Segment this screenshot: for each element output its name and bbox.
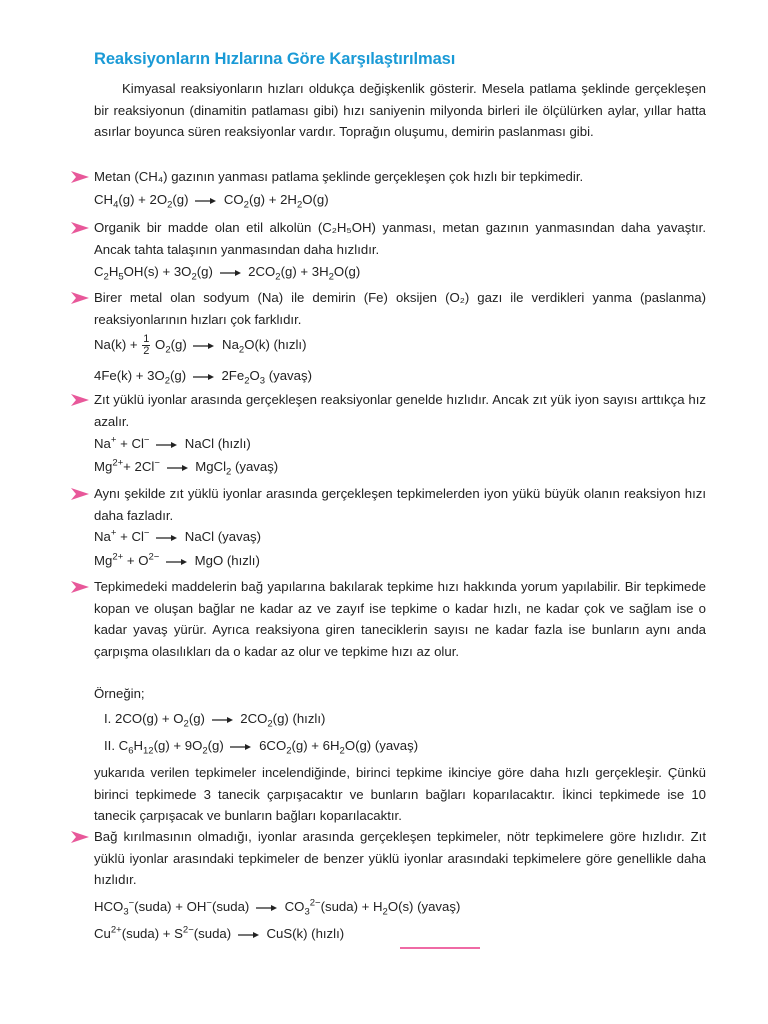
fraction-one-half: $\frac{1}{2}$ — [143, 333, 150, 357]
bullet-methane-text: Metan (CH₄) gazının yanması patlama şeklinde gerçekleşen çok hızlı bir tepkimedir. — [94, 169, 584, 184]
equation-example-2: II. $C_6H_{12}(g) + 9O_2(g) 6CO_2(g) + 6H_2O(g)$ (yavaş) — [104, 738, 419, 757]
equation-bicarbonate: $HCO_3^-(suda)$ + OH−(suda) $CO_3^{2-}(suda) + H_2O(s)$ (yavaş) — [94, 897, 461, 918]
intro-paragraph: Kimyasal reaksiyonların hızları oldukça değişkenlik gösterir. Mesela patlama şeklinde gerçekleşen bir reaksiyonun (dinamitin patlaması gibi) hızı saniyenin milyonda birleri ile ölçülürken aylar, yıllar hatta asırlar boyunca süren reaksiyonlar vardır. Toprağın oluşumu, demirin paslanması gibi. — [94, 81, 706, 139]
equation-mgcl2: $Mg^{2+}+ 2Cl^-$ MgCl$_2$ (yavaş) — [94, 457, 279, 478]
arrowhead-bullet-icon — [70, 393, 90, 407]
reaction-arrow-icon — [195, 197, 217, 205]
decorative-divider — [400, 947, 480, 949]
equation-methane: $CH_4(g) + 2O_2(g) CO_2(g) + 2H_2O(g)$ — [94, 192, 329, 211]
examples-explanation: yukarıda verilen tepkimeler incelendiğinde, birinci tepkime ikinciye göre daha hızlı gerçekleşir. Çünkü birinci tepkimede 3 tanecik çarpışacaktır ve bunların bağları koparılacaktır. İkinci tepkimede ise 10 tanecik çarpışacak ve bunların bağları koparılacaktır. — [94, 765, 706, 823]
arrowhead-bullet-icon — [70, 830, 90, 844]
reaction-arrow-icon — [256, 904, 278, 912]
page-title: Reaksiyonların Hızlarına Göre Karşılaştırılması — [94, 50, 456, 68]
reaction-arrow-icon — [166, 558, 188, 566]
reaction-arrow-icon — [193, 342, 215, 350]
bullet-ion-charge-text: Zıt yüklü iyonlar arasında gerçekleşen reaksiyonlar genelde hızlıdır. Ancak zıt yük iyon sayısı arttıkça hız azalır. — [94, 392, 706, 429]
equation-nacl-fast: Na+ + Cl− NaCl (hızlı) — [94, 434, 251, 451]
arrowhead-bullet-icon — [70, 580, 90, 594]
bullet-ionic-reactions-text: Bağ kırılmasının olmadığı, iyonlar arasında gerçekleşen tepkimeler, nötr tepkimelere göre hızlıdır. Zıt yüklü iyonlar arasındaki tepkimeler de benzer yüklü iyonlar arasındaki tepkimelere göre genellikle daha hızlıdır. — [94, 829, 706, 887]
equation-nacl-slow: Na+ + Cl− NaCl (yavaş) — [94, 527, 262, 544]
reaction-arrow-icon — [230, 743, 252, 751]
equation-iron: $4Fe(k) + 3O_2(g)$ $2Fe_2O_3$ (yavaş) — [94, 368, 312, 387]
bullet-sodium-iron-text: Birer metal olan sodyum (Na) ile demirin (Fe) oksijen (O₂) gazı ile verdikleri yanma (paslanma) reaksiyonlarının hızları çok farklıdır. — [94, 290, 706, 327]
reaction-arrow-icon — [156, 534, 178, 542]
example-label: Örneğin; — [94, 686, 145, 701]
arrowhead-bullet-icon — [70, 221, 90, 235]
bullet-bond-structure-text: Tepkimedeki maddelerin bağ yapılarına bakılarak tepkime hızı hakkında yorum yapılabilir. Bir tepkimede kopan ve oluşan bağlar ne kadar az ve zayıf ise tepkime o kadar hızlı, ne kadar çok ve sağlam ise o kadar yavaş yürür. Ayrıca reaksiyona giren taneciklerin sayısı ne kadar fazla ise bunların aynı anda çarpışma olasılıkları da o kadar az olur ve tepkime hızı az olur. — [94, 579, 706, 659]
arrowhead-bullet-icon — [70, 170, 90, 184]
reaction-arrow-icon — [167, 464, 189, 472]
reaction-arrow-icon — [156, 441, 178, 449]
arrowhead-bullet-icon — [70, 291, 90, 305]
equation-mgo: $Mg^{2+} + O^{2-}$ MgO (hızlı) — [94, 551, 260, 568]
reaction-arrow-icon — [220, 269, 242, 277]
reaction-arrow-icon — [238, 931, 260, 939]
equation-ethanol: $C_2H_5OH(s) + 3O_2(g) 2CO_2(g) + 3H_2O(g)$ — [94, 264, 361, 283]
reaction-arrow-icon — [193, 373, 215, 381]
equation-example-1: I. $2CO(g) + O_2(g)$ $2CO_2(g)$ (hızlı) — [104, 711, 326, 730]
arrowhead-bullet-icon — [70, 487, 90, 501]
bullet-ethanol-text: Organik bir madde olan etil alkolün (C₂H₅OH) yanması, metan gazının yanmasından daha yavaştır. Ancak tahta talaşının yanmasından daha hızlıdır. — [94, 220, 706, 257]
equation-sodium: Na(k) + $\frac{1}{2}$ $O_2(g)$ $Na_2O(k)$ (hızlı) — [94, 333, 307, 357]
equation-copper-sulfide: $Cu^{2+}(suda)$ + $S^{2-}(suda)$ CuS(k) (hızlı) — [94, 924, 345, 941]
bullet-ion-magnitude-text: Aynı şekilde zıt yüklü iyonlar arasında gerçekleşen tepkimelerden iyon yükü büyük olanın reaksiyon hızı daha fazladır. — [94, 486, 706, 523]
reaction-arrow-icon — [212, 716, 234, 724]
